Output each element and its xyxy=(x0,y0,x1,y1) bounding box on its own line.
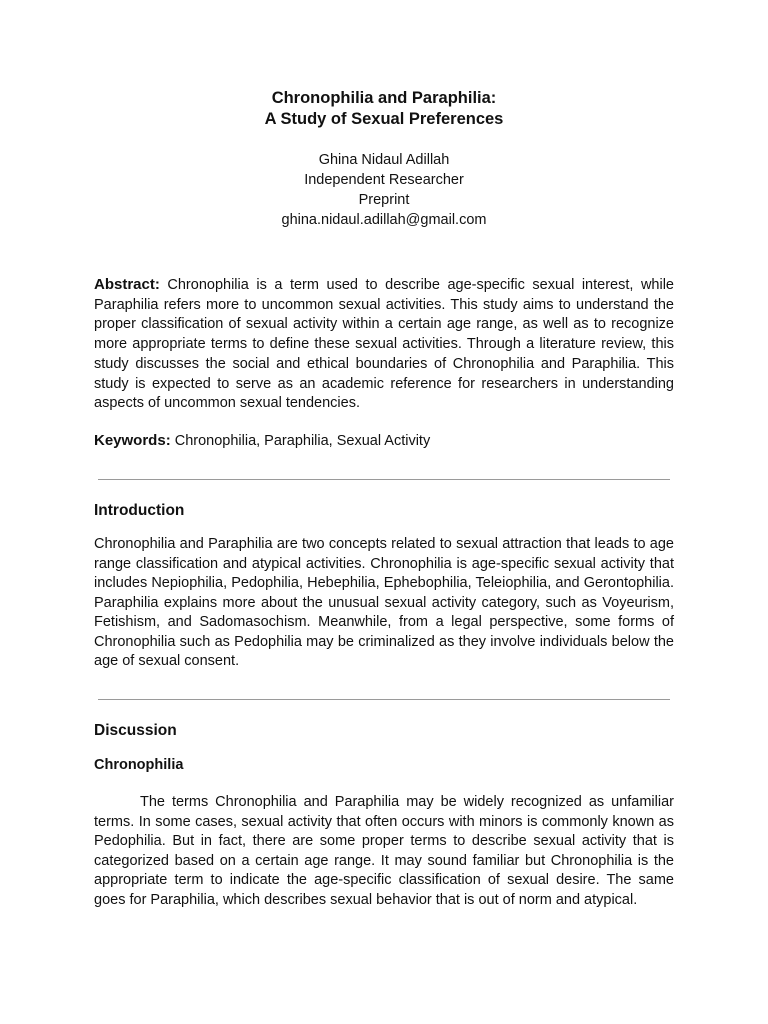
author-affiliation: Independent Researcher xyxy=(304,172,464,188)
abstract-label: Abstract: xyxy=(94,276,160,293)
keywords-label: Keywords: xyxy=(94,431,171,449)
chronophilia-subheading: Chronophilia xyxy=(94,757,184,774)
discussion-heading: Discussion xyxy=(94,722,177,740)
author-block xyxy=(94,150,674,230)
title-block xyxy=(94,0,674,130)
abstract-text: Chronophilia is a term used to describe age-specific sexual interest, while Paraphilia refers more to uncommon sexual activities. This study aims to understand the proper classification of sexual activity within a certain age range, as well as to recognize more appropriate terms to define these sexual activities. Through a literature review, this study discusses the social and ethical boundaries of Chronophilia and Paraphilia. This study is expected to serve as an academic reference for researchers in understanding aspects of uncommon sexual tendencies. xyxy=(94,277,674,412)
keywords xyxy=(94,431,674,451)
abstract xyxy=(94,275,674,414)
publication-status: Preprint xyxy=(358,192,410,208)
section-divider xyxy=(98,699,670,700)
keywords-text: Chronophilia, Paraphilia, Sexual Activity xyxy=(170,432,431,449)
introduction-heading: Introduction xyxy=(94,501,185,519)
paper-title-line-2: A Study of Sexual Preferences xyxy=(264,110,504,128)
author-name: Ghina Nidaul Adillah xyxy=(318,152,450,168)
paper-title-line-1: Chronophilia and Paraphilia: xyxy=(271,89,497,107)
section-divider xyxy=(98,479,670,480)
author-email[interactable]: ghina.nidaul.adillah@gmail.com xyxy=(281,212,487,228)
discussion-paragraph: The terms Chronophilia and Paraphilia may be widely recognized as unfamiliar terms. In some cases, sexual activity that often occurs with minors is commonly known as Pedophilia. But in fact, there are some proper terms to describe sexual activity that is categorized based on a certain age range. It may sound familiar but Chronophilia is the appropriate term to indicate the age-specific classification of sexual desire. The same goes for Paraphilia, which describes sexual behavior that is out of norm and atypical. xyxy=(94,794,674,909)
introduction-paragraph: Chronophilia and Paraphilia are two concepts related to sexual attraction that leads to age range classification and atypical activities. Chronophilia is age-specific sexual activity that includes Nepiophilia, Pedophilia, Hebephilia, Ephebophilia, Teleiophilia, and Gerontophilia. Paraphilia explains more about the unusual sexual activity category, such as Voyeurism, Fetishism, and Sadomasochism. Meanwhile, from a legal perspective, some forms of Chronophilia such as Pedophilia may be criminalized as they involve individuals below the age of sexual consent. xyxy=(94,535,674,670)
